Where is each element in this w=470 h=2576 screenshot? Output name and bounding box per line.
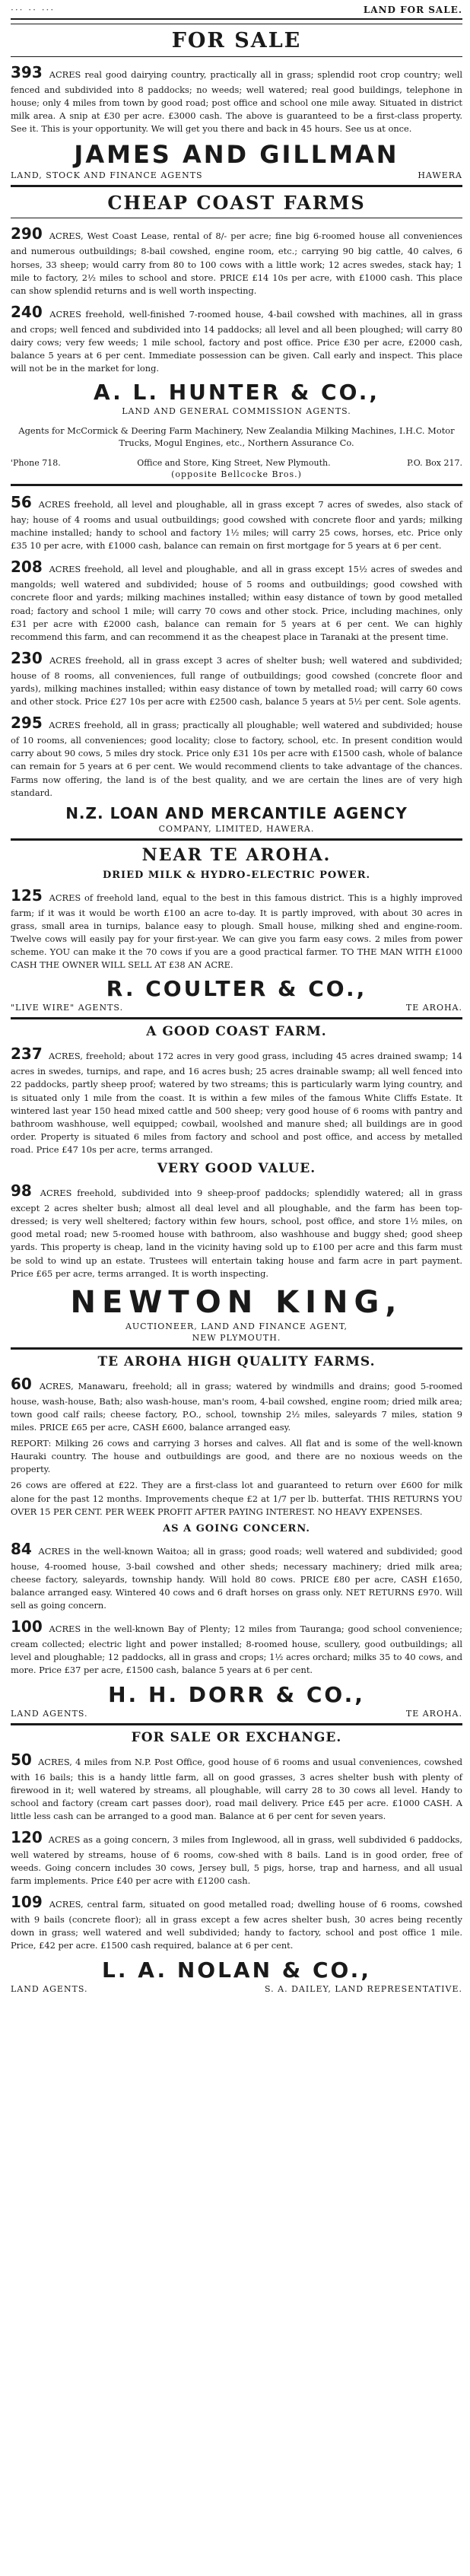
listing-text: ACRES, 4 miles from N.P. Post Office, good house of 6 rooms and usual conveniences, cowshed with 16 bails; this is a handy little farm, all on good grasses, 3 acres shelter bush with plenty of firewood in it; well watered by streams, all ploughable, will carry 28 to 30 cows all level. Handy to school and factory (cream cart passes door), road mail delivery. Price £45 per acre. £1000 CASH. A little less cash can be arranged to a good man. Balance at 6 per cent for seven years. xyxy=(11,1756,462,1821)
firm-james-gillman: JAMES AND GILLMAN xyxy=(74,140,399,170)
listing-acres-number: 98 xyxy=(11,1181,32,1201)
listing-text: ACRES freehold, subdivided into 9 sheep-proof paddocks; splendidly watered; all in grass except 2 acres shelter bush; almost all deal level and all ploughable, and the farm has been top-dressed; is very well sheltered; factory within few hours, school, post office, and store 1½ miles, on good metal road; new 5-roomed house with bathroom, also washhouse and buggy shed; good sheep yards. This property is cheap, land in the vicinity having sold up to £100 per acre and this farm must be sold to wind up an estate. Trustees will entertain taking house and farm acre in part payment. Price £65 per acre, terms arranged. It is worth inspecting. xyxy=(11,1188,462,1279)
firm-agencies: Agents for McCormick & Deering Farm Machinery, New Zealandia Milking Machines, I.H.C. Motor Trucks, Mogul Engines, etc., Northern Assurance Co. xyxy=(18,425,455,448)
cows-offer xyxy=(11,1479,462,1518)
report-text: REPORT: Milking 26 cows and carrying 3 horses and calves. All flat and is some of the well-known Hauraki country. The house and outbuildings are good, and there are no noxious weeds on the property. xyxy=(11,1438,462,1475)
listing-acres-number: 50 xyxy=(11,1750,32,1769)
firm-dorr: H. H. DORR & CO., xyxy=(108,1681,365,1707)
listing xyxy=(11,1826,462,1887)
firm-opposite: (opposite Bellcocke Bros.) xyxy=(171,469,302,480)
listing-text: ACRES as a going concern, 3 miles from Inglewood, all in grass, well subdivided 6 paddocks, well watered by streams, house of 6 rooms, cow-shed with 8 bails. Land is in good order, free of weeds. Going concern includes 30 cows, Jersey bull, 5 pigs, horse, trap and harness, and all usual farm implements. Price £40 per acre with £1200 cash. xyxy=(11,1833,462,1887)
good-value-heading: VERY GOOD VALUE. xyxy=(157,1161,316,1177)
listing xyxy=(11,301,462,375)
listing-acres-number: 100 xyxy=(11,1617,43,1636)
listing-acres-number: 240 xyxy=(11,302,43,321)
listing xyxy=(11,884,462,972)
for-sale-heading: FOR SALE xyxy=(171,29,302,52)
firm-line xyxy=(11,1003,462,1013)
listing-text: ACRES freehold, all level and ploughable, and all in grass except 15½ acres of swedes and mangolds; well watered and subdivided; house of 5 rooms and outbuildings; good cowshed with concrete floor and yards; milking machines installed; within easy distance of town by good metalled road; factory and school 1 mile; will carry 70 cows and other stock. Price, including machines, only £31 per acre with £2000 cash, balance can remain for 5 years at 6 per cent. We can highly recommend this farm, and can recommend it as the cheapest place in Taranaki at the present time. xyxy=(11,564,463,642)
report xyxy=(11,1437,462,1476)
going-concern-heading: AS A GOING CONCERN. xyxy=(163,1522,310,1534)
firm-nz-loan: N.Z. LOAN AND MERCANTILE AGENCY xyxy=(65,803,408,822)
firm-subtitle: COMPANY, LIMITED, HAWERA. xyxy=(158,823,315,834)
firm-line xyxy=(11,1984,462,1994)
listing-acres-number: 295 xyxy=(11,714,43,733)
listing-acres-number: 230 xyxy=(11,648,43,667)
listing xyxy=(11,1748,462,1823)
firm-address xyxy=(11,458,462,468)
listing-acres-number: 84 xyxy=(11,1539,32,1558)
te-aroha-high-heading: TE AROHA HIGH QUALITY FARMS. xyxy=(97,1353,376,1369)
firm-hunter: A. L. HUNTER & CO., xyxy=(93,380,380,405)
listing xyxy=(11,1615,462,1677)
listing xyxy=(11,1538,462,1612)
firm-town: TE AROHA. xyxy=(405,1708,462,1719)
listing xyxy=(11,1179,462,1280)
firm-representative: S. A. DAILEY, LAND REPRESENTATIVE. xyxy=(265,1983,462,1994)
firm-coulter: R. COULTER & CO., xyxy=(106,976,367,1002)
firm-description: "LIVE WIRE" AGENTS. xyxy=(11,1003,124,1013)
listing-acres-number: 125 xyxy=(11,886,43,905)
sale-exchange-heading: FOR SALE OR EXCHANGE. xyxy=(131,1729,342,1745)
listing-text: ACRES of freehold land, equal to the best in this famous district. This is a highly improved farm; if it was it would be worth £100 an acre to-day. It is partly improved, with about 30 acres in grass, small area in turnips, balance easy to plough. Small house, milking shed and engine-room. Twelve cows will easily pay for your first-year. We can give you farm easy cows. 2 miles from power scheme. YOU can make it the 70 cows if you are a good practical farmer. TO THE MAN WITH £1000 CASH THE OWNER WILL SELL AT £38 AN ACRE. xyxy=(11,892,463,971)
listing xyxy=(11,647,462,708)
listing-text: ACRES, Manawaru, freehold; all in grass; watered by windmills and drains; good 5-roomed house, wash-house, Bath; also wash-house, man's room, 4-bail cowshed, engine room; dried milk area; town good calf rails; cheese factory, P.O., school, township 2½ miles, saleyards 7 miles, station 9 miles. PRICE £65 per acre, CASH £600, balance arranged easy. xyxy=(11,1380,463,1433)
listing-acres-number: 56 xyxy=(11,493,32,512)
firm-phone: 'Phone 718. xyxy=(11,458,61,469)
firm-description: LAND AGENTS. xyxy=(11,1708,88,1719)
firm-subtitle: LAND AND GENERAL COMMISSION AGENTS. xyxy=(122,406,351,417)
firm-description: LAND AGENTS. xyxy=(11,1983,88,1994)
cheap-coast-heading: CHEAP COAST FARMS xyxy=(107,192,366,215)
listing xyxy=(11,555,462,644)
firm-line xyxy=(11,170,462,180)
listing-text: ACRES, freehold; about 172 acres in very good grass, including 45 acres drained swamp; 14 acres in swedes, turnips, and rape, and 16 acres bush; 25 acres drainable swamp; all well fenced into 22 paddocks, partly sheep proof; watered by two streams; this is particularly warm lying country, and is situated only 1 mile from the coast. It is within a few miles of the famous White Cliffs Estate. It wintered last year 150 head mixed cattle and 500 sheep; very good house of 6 rooms with pantry and bathroom washhouse, well equipped; cowbail, woolshed and manure shed; all buildings are in good order. Property is situated 6 miles from factory and school and post office, and access by metalled road. Price £47 10s per acre, terms arranged. xyxy=(11,1051,462,1155)
listing-acres-number: 60 xyxy=(11,1374,32,1393)
listing xyxy=(11,491,462,552)
firm-town: NEW PLYMOUTH. xyxy=(192,1332,281,1343)
listing-text: ACRES, central farm, situated on good metalled road; dwelling house of 6 rooms, cowshed with 9 bails (concrete floor); all in grass except a few acres shelter bush, 30 acres being recently down in grass; well watered and well subdivided; handy to factory, school and post office 1 mile. Price, £42 per acre. £1500 cash required, balance at 6 per cent. xyxy=(11,1899,463,1951)
listing xyxy=(11,222,462,297)
firm-pobox: P.O. Box 217. xyxy=(407,458,462,469)
listing-acres-number: 290 xyxy=(11,224,43,243)
listing xyxy=(11,1891,462,1952)
listing-acres-number: 393 xyxy=(11,63,43,81)
listing xyxy=(11,1372,462,1434)
cows-offer-text: 26 cows are offered at £22. They are a first-class lot and guaranteed to return over £600 for milk alone for the past 12 months. Improvements cheque £2 at 1/7 per lb. butterfat. THIS RETURNS YOU OVER 15 PER CENT. PER WEEK PROFIT AFTER PAYING INTEREST. NO HEAVY EXPENSES. xyxy=(11,1480,462,1517)
firm-subtitle: AUCTIONEER, LAND AND FINANCE AGENT, xyxy=(125,1321,348,1331)
listing-text: ACRES freehold, all level and ploughable, all in grass except 7 acres of swedes, also stack of hay; house of 4 rooms and usual outbuildings; good cowshed with concrete floor and yards; milking machine installed; handy to school and factory 1½ miles; will carry 25 cows, horses, etc. Price only £35 10 per acre, with £1000 cash, balance can remain on first mortgage for 5 years at 6 per cent. xyxy=(11,499,462,552)
good-coast-heading: A GOOD COAST FARM. xyxy=(146,1024,327,1040)
te-aroha-heading: NEAR TE AROHA. xyxy=(141,844,332,865)
firm-town: TE AROHA. xyxy=(405,1003,462,1013)
listing-text: ACRES freehold, all in grass except 3 acres of shelter bush; well watered and subdivided; house of 8 rooms, all conveniences, full range of outbuildings; good cowshed (concrete floor and yards), milking machines installed; within easy distance of town by metalled road; will carry 60 cows and other stock. Price £27 10s per acre with £2500 cash, balance 5 years at 5½ per cent. Sole agents. xyxy=(11,654,462,708)
firm-newton-king: NEWTON KING, xyxy=(70,1284,403,1320)
listing xyxy=(11,711,462,800)
firm-nolan: L. A. NOLAN & CO., xyxy=(102,1957,371,1983)
listing-text: ACRES freehold, all in grass; practically all ploughable; well watered and subdivided; house of 10 rooms, all conveniences; good locality; close to factory, school, etc. In present condition would carry about 90 cows, 5 miles dry stock. Price only £31 10s per acre with £1500 cash, whole of balance can remain for 5 years at 6 per cent. We would recommend clients to take advantage of the chances. Farms now offering, the land is of the best quality, and we are certain the lines are of very high standard. xyxy=(11,720,463,798)
listing-acres-number: 237 xyxy=(11,1045,43,1064)
listing-text: ACRES real good dairying country, practically all in grass; splendid root crop country; well fenced and subdivided into 8 paddocks; no weeds; well watered; real good buildings, telephone in house; only 4 miles from town by good road; post office and school one mile away. Situated in district milk area. A snip at £30 per acre. £3000 cash. The above is guaranteed to be a first-class property. See it. This is your opportunity. We will get you there and back in 45 hours. See us at once. xyxy=(11,69,462,135)
firm-description: LAND, STOCK AND FINANCE AGENTS xyxy=(11,170,203,181)
running-head xyxy=(11,3,462,20)
listing-acres-number: 120 xyxy=(11,1827,43,1846)
firm-town: HAWERA xyxy=(418,170,462,181)
firm-line xyxy=(11,1709,462,1719)
listing-acres-number: 208 xyxy=(11,558,43,577)
listing xyxy=(11,61,462,135)
listing-text: ACRES freehold, well-finished 7-roomed house, 4-bail cowshed with machines, all in grass and crops; well fenced and subdivided into 14 paddocks; all level and all been ploughed; will carry 80 dairy cows; very few weeds; 1 mile school, factory and post office. Price £30 per acre, £2000 cash, balance 5 years at 6 per cent. Immediate possession can be given. Call early and inspect. This place will not be in the market for long. xyxy=(11,308,462,374)
listing-text: ACRES in the well-known Bay of Plenty; 12 miles from Tauranga; good school convenience; cream collected; electric light and power installed; 8-roomed house, scullery, good outbuildings; all level and ploughable; 12 paddocks, all in grass and crops; 1½ acres orchard; milks 35 to 40 cows, and more. Price £37 per acre, £1500 cash, balance 5 years at 6 per cent. xyxy=(11,1624,462,1676)
listing xyxy=(11,1042,462,1156)
listing-text: ACRES in the well-known Waitoa; all in grass; good roads; well watered and subdivided; good house, 4-roomed house, 3-bail cowshed and other sheds; necessary machinery; dried milk area; cheese factory, saleyards, township handy. Will hold 80 cows. PRICE £80 per acre, CASH £1650, balance arranged easy. Wintered 40 cows and 6 draft horses on grass only. NET RETURNS £970. Will sell as going concern. xyxy=(11,1545,462,1611)
running-head-title: LAND FOR SALE. xyxy=(363,5,462,15)
running-head-dots: ··· ·· ··· xyxy=(11,5,56,15)
firm-office: Office and Store, King Street, New Plymouth. xyxy=(137,458,331,469)
listing-acres-number: 109 xyxy=(11,1893,43,1912)
listing-text: ACRES, West Coast Lease, rental of 8/- per acre; fine big 6-roomed house all conveniences and numerous outbuildings; 8-bail cowshed, engine room, etc.; carrying 90 big cattle, 40 calves, 6 horses, 33 sheep; would carry from 80 to 100 cows with a little work; 12 acres swedes, stack hay; 1 mile to factory, 2½ miles to school and store. PRICE £14 10s per acre, with £1000 cash. This place can show splendid returns and is well worth inspecting. xyxy=(11,231,462,296)
te-aroha-subheading: DRIED MILK & HYDRO-ELECTRIC POWER. xyxy=(102,869,371,881)
